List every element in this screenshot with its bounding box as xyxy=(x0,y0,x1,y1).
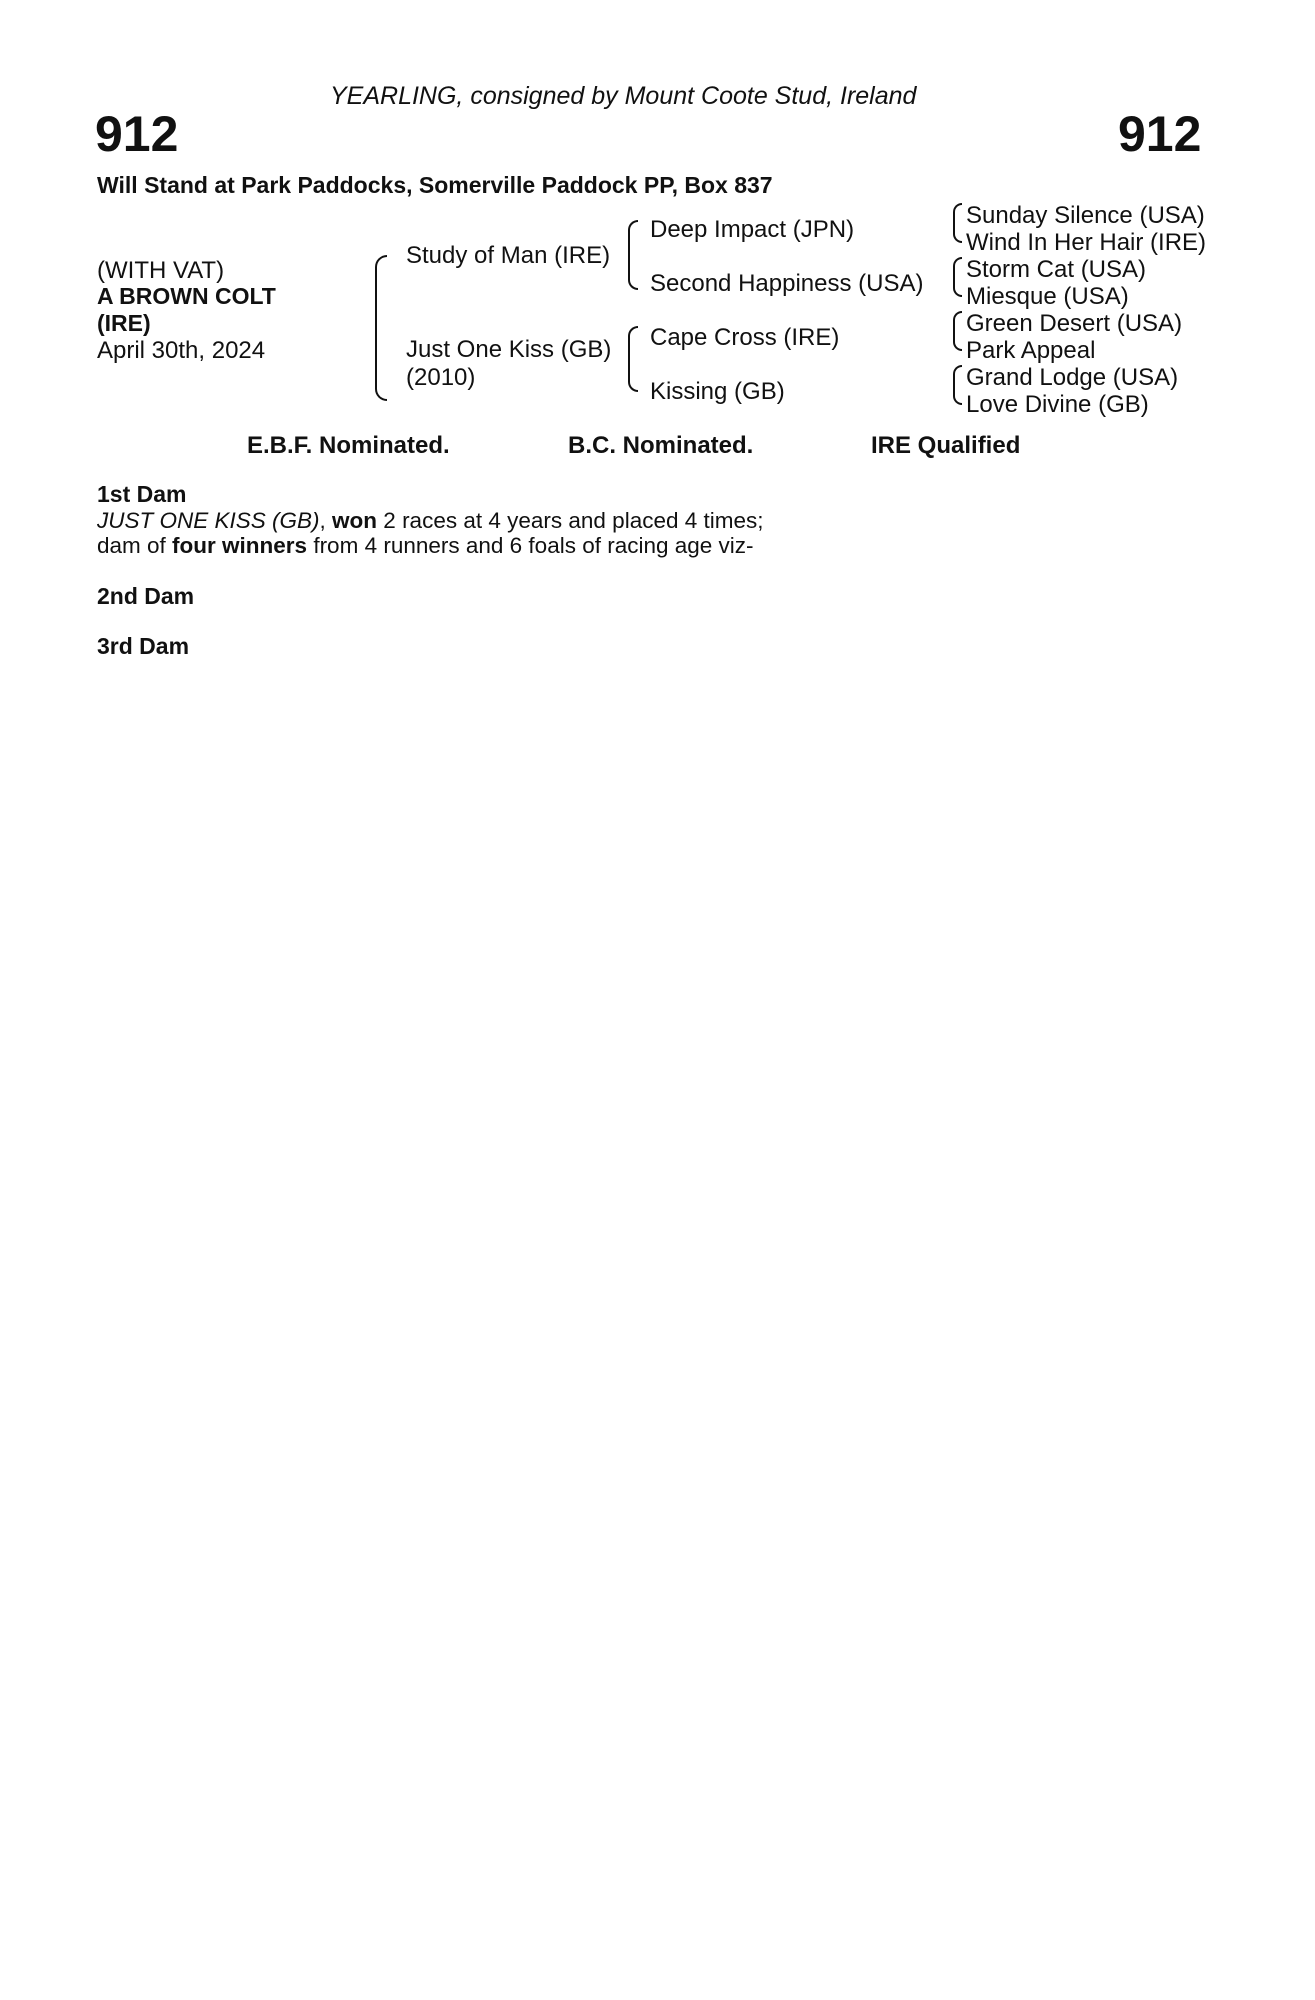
pedigree-brace-main xyxy=(375,255,387,401)
dam-name: Just One Kiss (GB) xyxy=(406,336,612,363)
g3-ancestor: Green Desert (USA) xyxy=(966,310,1183,337)
g3-ancestor: Sunday Silence (USA) xyxy=(966,202,1205,229)
sire-sire: Deep Impact (JPN) xyxy=(650,216,855,243)
first-dam-line: JUST ONE KISS (GB), won 2 races at 4 years and placed 4 times; xyxy=(97,507,764,533)
lot-number-left: 912 xyxy=(95,106,179,162)
pedigree-brace-g3 xyxy=(953,311,962,351)
third-dam-heading: 3rd Dam xyxy=(97,633,190,659)
pedigree-brace-sire xyxy=(628,220,638,290)
horse-origin: (IRE) xyxy=(97,310,151,336)
sire-dam: Second Happiness (USA) xyxy=(650,270,924,297)
foaled-date: April 30th, 2024 xyxy=(97,337,266,364)
first-dam-heading: 1st Dam xyxy=(97,481,187,507)
consignor-line: YEARLING, consigned by Mount Coote Stud, Ireland xyxy=(330,82,917,110)
stabling-info: Will Stand at Park Paddocks, Somerville Paddock PP, Box 837 xyxy=(97,172,773,198)
pedigree-brace-g4 xyxy=(953,365,962,405)
ire-qualified: IRE Qualified xyxy=(871,432,1021,459)
second-dam-heading: 2nd Dam xyxy=(97,582,195,609)
g3-ancestor: Love Divine (GB) xyxy=(966,391,1149,418)
bc-nominated: B.C. Nominated. xyxy=(568,432,754,459)
g3-ancestor: Miesque (USA) xyxy=(966,283,1129,310)
pedigree-brace-g1 xyxy=(953,203,962,243)
g3-ancestor: Grand Lodge (USA) xyxy=(966,364,1179,391)
pedigree-brace-g2 xyxy=(953,257,962,297)
dam-dam: Kissing (GB) xyxy=(650,378,785,405)
ebf-nominated: E.B.F. Nominated. xyxy=(247,432,450,459)
dam-sire: Cape Cross (IRE) xyxy=(650,324,840,351)
dam-year: (2010) xyxy=(406,364,476,391)
lot-number-right: 912 xyxy=(1118,106,1202,162)
first-dam-produce-summary: dam of four winners from 4 runners and 6 foals of racing age viz- xyxy=(97,533,754,558)
horse-description: A BROWN COLT xyxy=(97,283,276,309)
g3-ancestor: Storm Cat (USA) xyxy=(966,256,1147,283)
pedigree-brace-dam xyxy=(628,326,638,392)
g3-ancestor: Park Appeal xyxy=(966,337,1096,364)
vat-note: (WITH VAT) xyxy=(97,257,225,284)
g3-ancestor: Wind In Her Hair (IRE) xyxy=(966,229,1207,256)
sire-name: Study of Man (IRE) xyxy=(406,242,611,269)
catalogue-body xyxy=(97,482,1207,660)
